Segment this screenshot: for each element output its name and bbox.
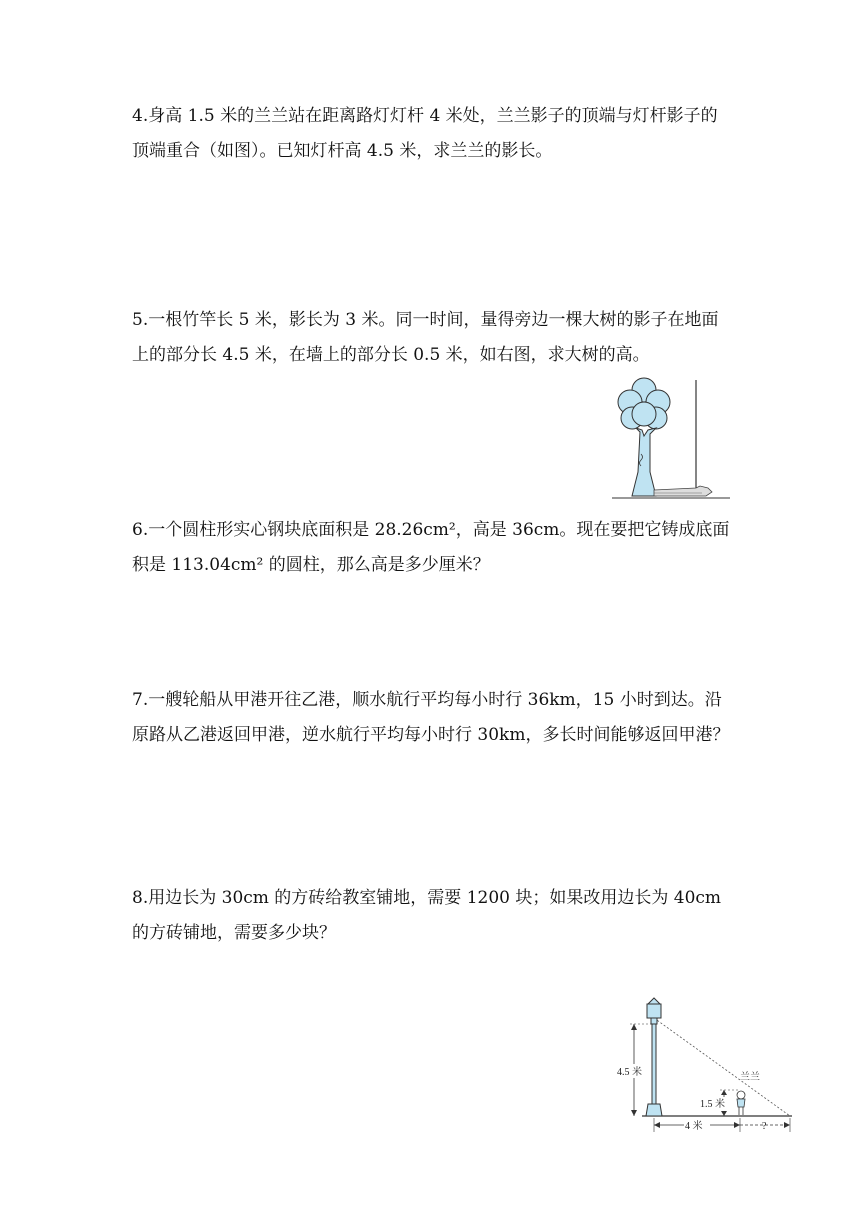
tree-crown xyxy=(618,378,670,429)
person-name-label: 兰兰 xyxy=(740,1072,760,1083)
question-7: 7.一艘轮船从甲港开往乙港，顺水航行平均每小时行 36km，15 小时到达。沿原路从乙港返回甲港，逆水航行平均每小时行 30km，多长时间能够返回甲港？ xyxy=(132,690,730,745)
tree-shadow xyxy=(654,486,712,496)
question-8: 8.用边长为 30cm 的方砖给教室铺地，需要 1200 块；如果改用边长为 40cm 的方砖铺地，需要多少块？ xyxy=(132,888,722,943)
question-6: 6.一个圆柱形实心钢块底面积是 28.26cm²，高是 36cm。现在要把它铸成底面积是 113.04cm² 的圆柱，那么高是多少厘米？ xyxy=(132,520,730,575)
person-lanlan xyxy=(737,1091,745,1115)
lamp-shadow-figure xyxy=(612,994,794,1140)
tree-shadow-figure xyxy=(608,372,734,508)
lamp-post xyxy=(646,998,662,1116)
question-4: 4.身高 1.5 米的兰兰站在距离路灯灯杆 4 米处，兰兰影子的顶端与灯杆影子的顶端重合（如图）。已知灯杆高 4.5 米，求兰兰的影长。 xyxy=(132,106,718,161)
unknown-label: ? xyxy=(762,1121,767,1132)
distance-label: 4 米 xyxy=(685,1121,703,1132)
tree-trunk xyxy=(632,428,656,496)
person-height-label: 1.5 米 xyxy=(700,1099,725,1110)
lamp-height-label: 4.5 米 xyxy=(617,1067,642,1078)
question-5: 5.一根竹竿长 5 米，影长为 3 米。同一时间，量得旁边一棵大树的影子在地面上的部分长 4.5 米，在墙上的部分长 0.5 米，如右图，求大树的高。 xyxy=(132,310,719,365)
